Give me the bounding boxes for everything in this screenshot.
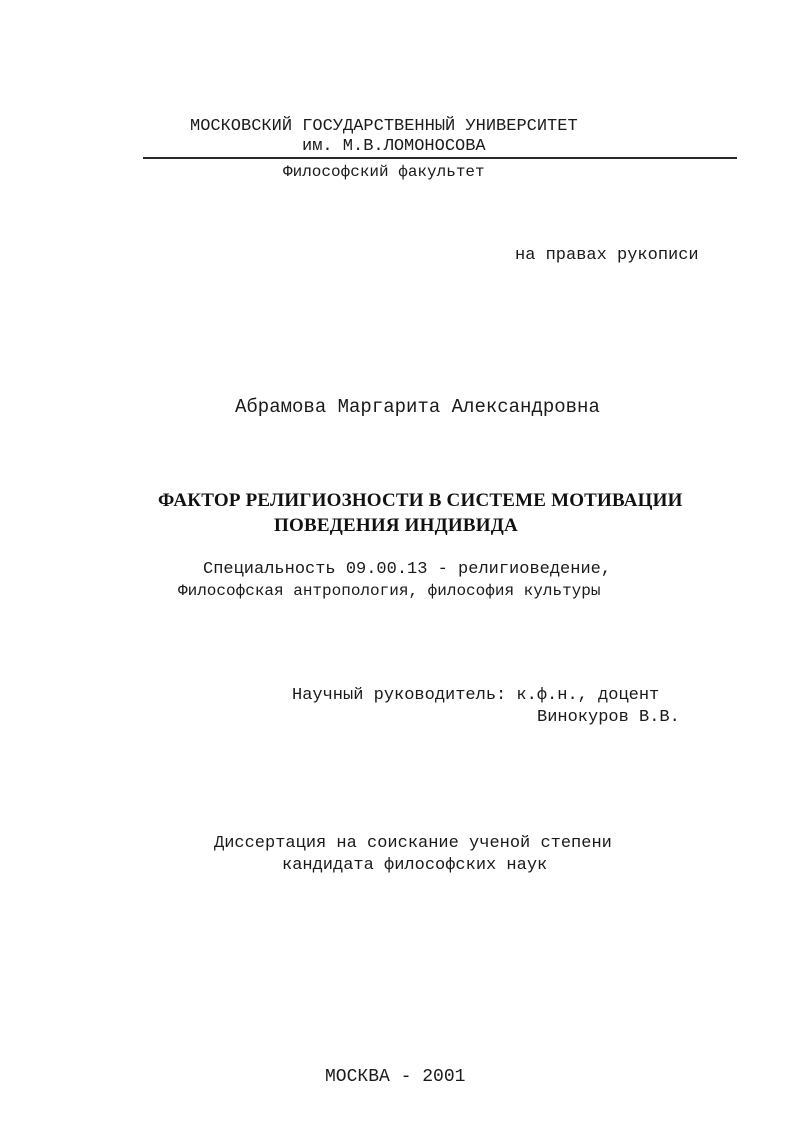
- advisor-line-2: Винокуров В.В.: [537, 708, 680, 727]
- thesis-title-line-2: ПОВЕДЕНИЯ ИНДИВИДА: [274, 515, 518, 536]
- dissertation-line-2: кандидата философских наук: [282, 856, 548, 875]
- dissertation-line-1: Диссертация на соискание ученой степени: [214, 834, 612, 853]
- university-named-after: им. М.В.ЛОМОНОСОВА: [302, 137, 486, 156]
- advisor-line-1: Научный руководитель: к.ф.н., доцент: [292, 686, 660, 705]
- specialty-line-1: Специальность 09.00.13 - религиоведение,: [203, 560, 612, 579]
- manuscript-note: на правах рукописи: [515, 246, 699, 265]
- header-divider: [143, 157, 737, 159]
- city-year: МОСКВА - 2001: [325, 1067, 466, 1087]
- university-name: МОСКОВСКИЙ ГОСУДАРСТВЕННЫЙ УНИВЕРСИТЕТ: [190, 117, 578, 136]
- thesis-title-line-1: ФАКТОР РЕЛИГИОЗНОСТИ В СИСТЕМЕ МОТИВАЦИИ: [158, 490, 683, 511]
- faculty-name: Философский факультет: [283, 163, 485, 181]
- specialty-line-2: Философская антропология, философия культуры: [178, 582, 601, 600]
- author-name: Абрамова Маргарита Александровна: [235, 396, 600, 418]
